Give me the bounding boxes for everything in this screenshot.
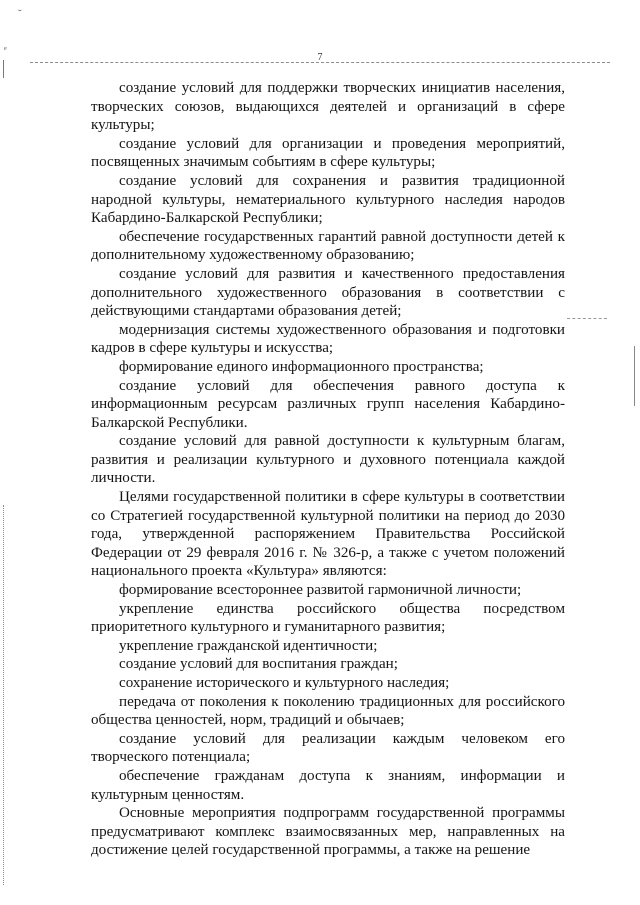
paragraph: создание условий для реализации каждым человеком его творческого потенциала; [91, 730, 565, 766]
paragraph: Основные мероприятия подпрограмм государственной программы предусматривают комплекс взаимосвязанных мер, направленных на достижение целей государственной программы, а также на решение [91, 805, 565, 859]
header-rule [30, 62, 610, 63]
page-number: 7 [317, 52, 323, 63]
paragraph: создание условий для равной доступности к культурным благам, развития и реализации культурного и духовного потенциала каждой личности. [91, 433, 565, 487]
scan-mark-left: ₑ [4, 40, 7, 52]
paragraph: формирование единого информационного пространства; [119, 358, 484, 375]
paragraph: укрепление единства российского общества посредством приоритетного культурного и гуманитарного развития; [91, 600, 565, 636]
paragraph: формирование всестороннее развитой гармоничной личности; [119, 582, 522, 599]
paragraph: обеспечение гражданам доступа к знаниям, информации и культурным ценностям. [91, 767, 565, 803]
scan-mark-top-left: ˘ [18, 8, 22, 20]
paragraph: Целями государственной политики в сфере культуры в соответствии со Стратегией государственной культурной политики на период до 2030 года, утвержденной распоряжением Правительства Российской Федерации от 29 февраля 2016 г. № 326-р, а также с учетом положений национального проекта «Культура» являются: [91, 489, 565, 580]
scan-edge-right [634, 346, 635, 406]
paragraph: модернизация системы художественного образования и подготовки кадров в сфере культуры и искусства; [91, 321, 565, 357]
paragraph: укрепление гражданской идентичности; [119, 637, 378, 654]
paragraph: обеспечение государственных гарантий равной доступности детей к дополнительному художественному образованию; [91, 228, 565, 264]
paragraph: передача от поколения к поколению традиционных для российского общества ценностей, норм, традиций и обычаев; [91, 693, 565, 729]
paragraph: создание условий для обеспечения равного доступа к информационным ресурсам различных групп населения Кабардино-Балкарской Республики. [91, 377, 565, 431]
scan-dash-right [567, 318, 607, 319]
paragraph: создание условий для организации и проведения мероприятий, посвященных значимым событиям в сфере культуры; [91, 135, 565, 171]
paragraph: создание условий для воспитания граждан; [119, 656, 398, 673]
paragraph: сохранение исторического и культурного наследия; [119, 675, 450, 691]
document-body [91, 79, 565, 860]
paragraph: создание условий для развития и качественного предоставления дополнительного художественного образования в соответствии с действующими стандартами образования детей; [91, 265, 565, 320]
paragraph: создание условий для сохранения и развития традиционной народной культуры, нематериального культурного наследия народов Кабардино-Балкарской Республики; [91, 172, 565, 227]
paragraph: создание условий для поддержки творческих инициатив населения, творческих союзов, выдающихся деятелей и организаций в сфере культуры; [91, 80, 565, 134]
scan-edge-left-dotted [3, 505, 5, 885]
